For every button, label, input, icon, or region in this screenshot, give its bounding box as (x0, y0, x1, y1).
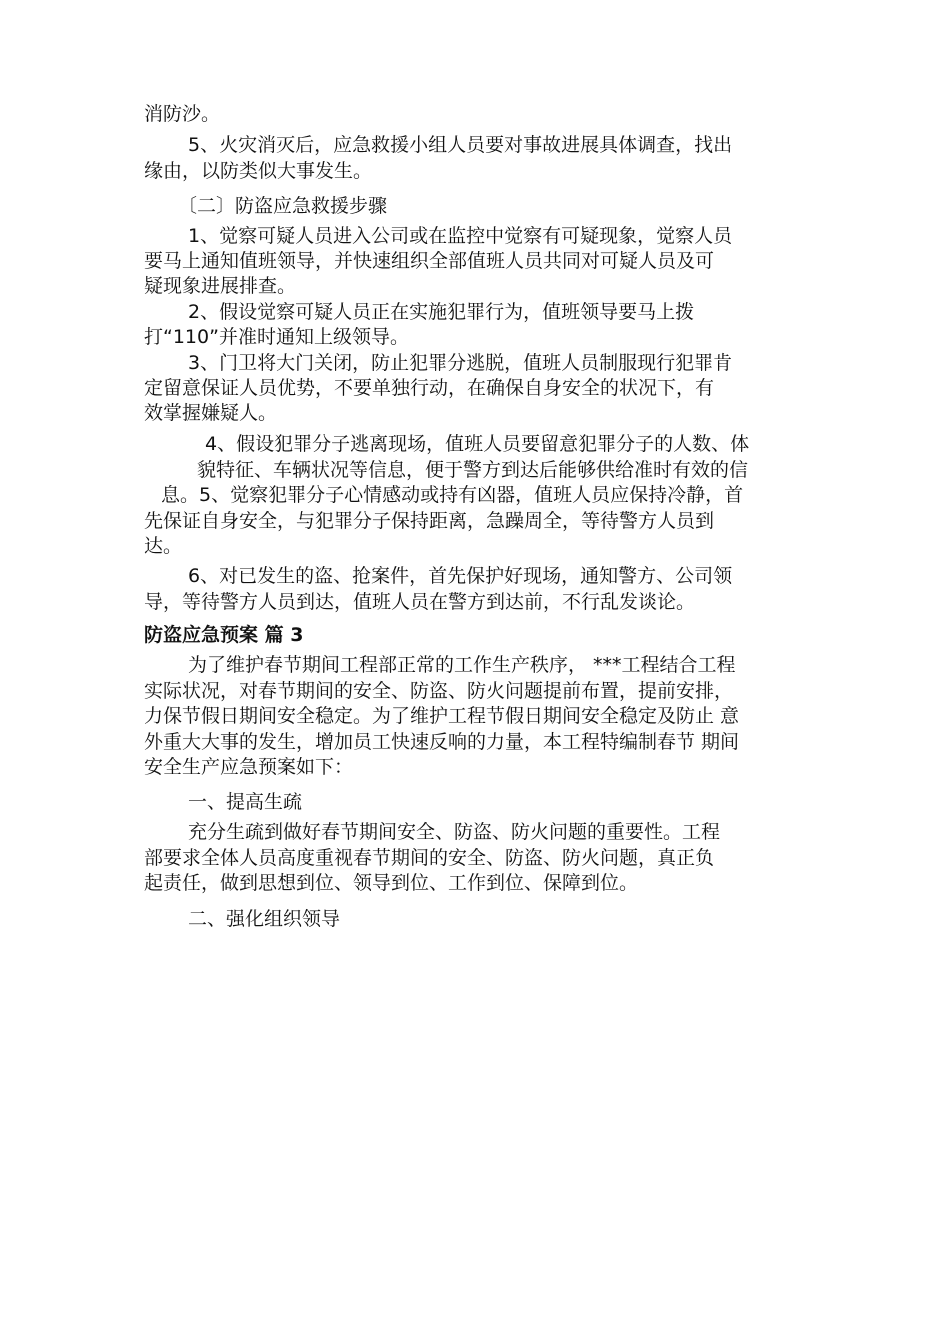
text-line: 为了维护春节期间工程部正常的工作生产秩序， ***工程结合工程 (188, 654, 736, 676)
text-line: 5、火灾消灭后，应急救援小组人员要对事故进展具体调查，找出 (188, 134, 733, 156)
text-line: 4、假设犯罪分子逃离现场，值班人员要留意犯罪分子的人数、体 (205, 433, 750, 455)
section-heading: 二、强化组织领导 (188, 908, 341, 930)
text-line: 实际状况，对春节期间的安全、防盗、防火问题提前布置，提前安排， (144, 680, 734, 702)
text-line: 要马上通知值班领导，并快速组织全部值班人员共同对可疑人员及可 (144, 250, 715, 272)
text-line: 先保证自身安全，与犯罪分子保持距离，急躁周全，等待警方人员到 (144, 510, 715, 532)
text-line: 导，等待警方人员到达，值班人员在警方到达前，不行乱发谈论。 (144, 591, 696, 613)
text-line: 缘由，以防类似大事发生。 (144, 160, 373, 182)
text-line: 2、假设觉察可疑人员正在实施犯罪行为，值班领导要马上拨 (188, 301, 695, 323)
text-line: 疑现象进展排查。 (144, 275, 297, 297)
text-line: 3、门卫将大门关闭，防止犯罪分逃脱，值班人员制服现行犯罪肯 (188, 352, 733, 374)
text-line: 外重大大事的发生，增加员工快速反响的力量，本工程特编制春节 期间 (144, 731, 740, 753)
text-line: 貌特征、车辆状况等信息，便于警方到达后能够供给准时有效的信 (197, 459, 749, 481)
text-line: 打“110”并准时通知上级领导。 (144, 326, 409, 348)
text-line: 效掌握嫌疑人。 (144, 402, 278, 424)
section-title: 防盗应急预案 篇 3 (144, 624, 304, 646)
text-line: 起责任，做到思想到位、领导到位、工作到位、保障到位。 (144, 872, 639, 894)
section-heading: 一、提高生疏 (188, 791, 303, 813)
text-line: 充分生疏到做好春节期间安全、防盗、防火问题的重要性。工程 (188, 821, 721, 843)
text-line: 安全生产应急预案如下： (144, 756, 354, 778)
section-heading: 〔二〕防盗应急救援步骤 (178, 195, 388, 217)
text-line: 6、对已发生的盗、抢案件，首先保护好现场，通知警方、公司领 (188, 565, 733, 587)
text-line: 达。 (144, 535, 183, 557)
text-line: 息。5、觉察犯罪分子心情感动或持有凶器，值班人员应保持冷静，首 (161, 484, 744, 506)
text-line: 定留意保证人员优势，不要单独行动，在确保自身安全的状况下，有 (144, 377, 715, 399)
text-line: 部要求全体人员高度重视春节期间的安全、防盗、防火问题，真正负 (144, 847, 715, 869)
text-line: 消防沙。 (144, 103, 221, 125)
text-line: 1、觉察可疑人员进入公司或在监控中觉察有可疑现象，觉察人员 (188, 225, 733, 247)
text-line: 力保节假日期间安全稳定。为了维护工程节假日期间安全稳定及防止 意 (144, 705, 740, 727)
